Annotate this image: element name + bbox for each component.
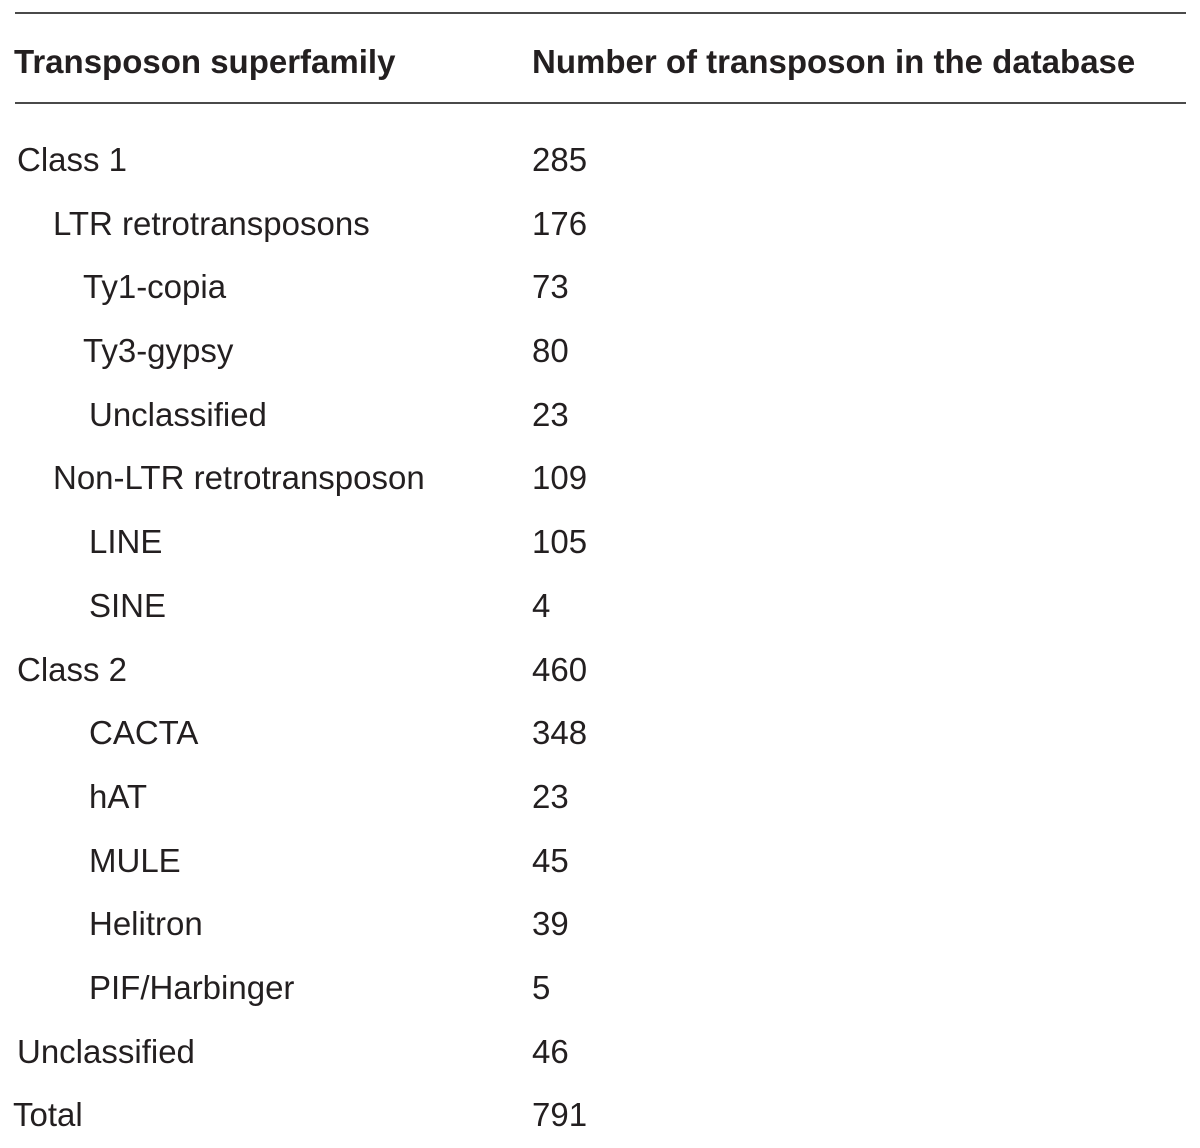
- row-value: 23: [532, 395, 569, 433]
- table-row: [0, 639, 1200, 703]
- table-row: [0, 830, 1200, 894]
- row-value: 348: [532, 714, 588, 752]
- table-row: [0, 575, 1200, 639]
- row-value: 460: [532, 650, 588, 688]
- row-value: 80: [532, 332, 569, 370]
- row-label: SINE: [89, 586, 167, 624]
- row-label: Class 1: [17, 141, 128, 178]
- row-label: Class 2: [17, 650, 128, 688]
- row-label: Ty3-gypsy: [83, 332, 234, 370]
- table-row: [0, 1021, 1200, 1085]
- table-row: [0, 129, 1200, 193]
- row-label: PIF/Harbinger: [89, 968, 295, 1006]
- table-row: [0, 702, 1200, 766]
- row-value: 109: [532, 459, 588, 497]
- row-label: Total: [13, 1096, 83, 1134]
- row-value: 5: [532, 968, 551, 1006]
- row-value: 23: [532, 777, 569, 815]
- row-value: 45: [532, 841, 569, 879]
- header-count: Number of transposon in the database: [532, 43, 1136, 80]
- header-superfamily: Transposon superfamily: [14, 43, 396, 80]
- table-row: [0, 957, 1200, 1021]
- row-label: Helitron: [89, 905, 203, 943]
- row-value: 285: [532, 141, 588, 178]
- row-label: Ty1-copia: [83, 268, 227, 306]
- table-row: [0, 447, 1200, 511]
- row-value: 4: [532, 586, 551, 624]
- table-row: [0, 893, 1200, 957]
- row-value: 105: [532, 523, 588, 561]
- row-label: Unclassified: [17, 1032, 195, 1070]
- table-row: [0, 193, 1200, 257]
- row-label: Unclassified: [89, 395, 267, 433]
- row-value: 73: [532, 268, 569, 306]
- row-label: hAT: [89, 777, 148, 815]
- row-label: LINE: [89, 523, 163, 561]
- table-row-total: [0, 1084, 1200, 1148]
- row-value: 39: [532, 905, 569, 943]
- row-label: MULE: [89, 841, 181, 879]
- row-label: CACTA: [89, 714, 199, 752]
- table-body: [0, 129, 1200, 1148]
- table-header: [0, 38, 1200, 86]
- table-row: [0, 320, 1200, 384]
- header-rule: [15, 102, 1186, 104]
- table-row: [0, 766, 1200, 830]
- row-label: LTR retrotransposons: [53, 204, 370, 242]
- row-value: 46: [532, 1032, 569, 1070]
- top-rule: [15, 12, 1186, 14]
- table-row: [0, 256, 1200, 320]
- row-value: 791: [532, 1096, 588, 1134]
- row-value: 176: [532, 204, 588, 242]
- table-row: [0, 384, 1200, 448]
- table-row: [0, 511, 1200, 575]
- row-label: Non-LTR retrotransposon: [53, 459, 425, 497]
